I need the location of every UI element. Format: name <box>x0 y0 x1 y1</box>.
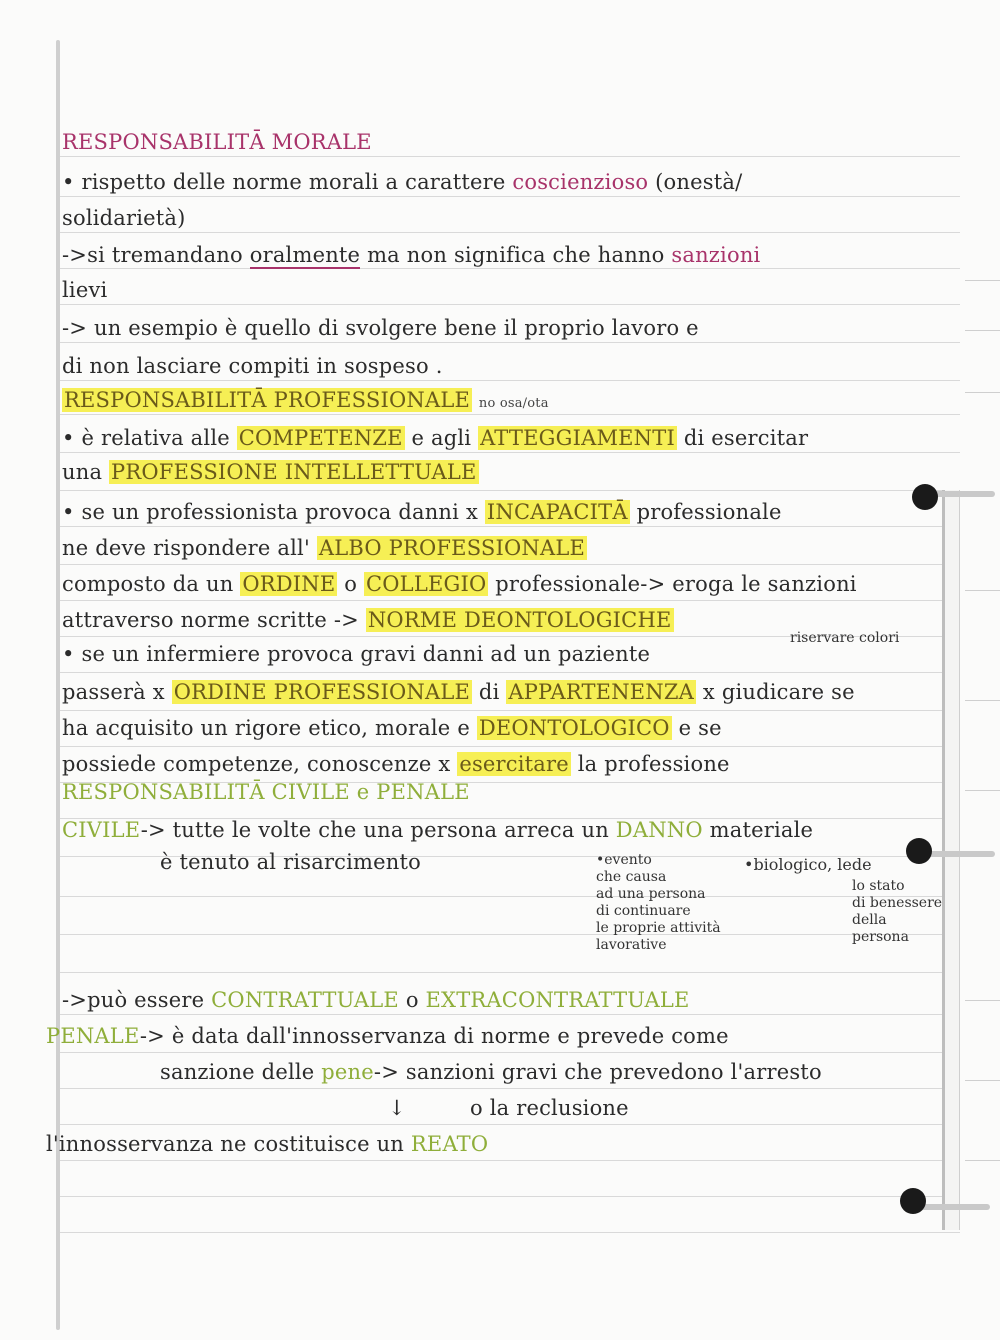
text-span: di esercitar <box>676 426 809 450</box>
highlight: PROFESSIONE INTELLETTUALE <box>111 460 477 484</box>
text-line <box>46 1022 729 1050</box>
section-title-morale: RESPONSABILITĀ MORALE <box>62 130 372 154</box>
text-line: di non lasciare compiti in sospeso . <box>62 354 443 378</box>
text-span: possiede competenze, conoscenze x <box>62 752 458 776</box>
ruled-line <box>60 1160 960 1161</box>
highlight: DEONTOLOGICO <box>478 716 670 740</box>
ruled-line <box>60 342 960 343</box>
page-edge-tick <box>965 700 1000 701</box>
highlight: COLLEGIO <box>365 572 487 596</box>
text-line <box>62 606 674 634</box>
text-span: materiale <box>702 818 814 842</box>
keyword: pene <box>321 1060 374 1084</box>
text-line <box>62 570 857 598</box>
ruled-line <box>60 526 960 527</box>
keyword: REATO <box>410 1132 489 1156</box>
ruled-line <box>60 1196 960 1197</box>
text-span: di <box>472 680 507 704</box>
section-title-professionale: RESPONSABILITĀ PROFESSIONALE <box>64 388 471 412</box>
text-line <box>62 640 650 668</box>
page-edge-tick <box>965 1160 1000 1161</box>
page-edge-tick <box>965 280 1000 281</box>
text-span: professionale <box>629 500 782 524</box>
ruled-line <box>60 564 960 565</box>
text-line <box>62 816 813 844</box>
note-line: di benessere <box>852 895 943 911</box>
text-span: ha acquisito un rigore etico, morale e <box>62 716 477 740</box>
text-line <box>62 241 760 269</box>
text-line <box>62 714 722 742</box>
ruled-line <box>60 1124 960 1125</box>
text-line: -> un esempio è quello di svolgere bene il proprio lavoro e <box>62 316 699 340</box>
text-line <box>62 458 479 486</box>
section-title-line <box>62 386 549 418</box>
text-span: -> è data dall'innosservanza di norme e prevede come <box>139 1024 729 1048</box>
text-span: ma non significa che hanno <box>360 243 672 267</box>
binder-wire <box>925 851 995 857</box>
side-note: no osa/ota <box>478 396 549 411</box>
page-edge-tick <box>965 330 1000 331</box>
page-edge-tick <box>965 790 1000 791</box>
keyword: CONTRATTUALE <box>211 988 399 1012</box>
next-page-edge <box>942 490 960 1230</box>
text-line <box>62 498 782 526</box>
text-span: • se un infermiere provoca gravi danni ad un paziente <box>62 642 651 666</box>
text-line <box>62 168 742 196</box>
text-line <box>62 750 730 778</box>
ruled-line <box>60 380 960 381</box>
text-span: una <box>62 460 110 484</box>
ruled-line <box>60 490 960 491</box>
text-line <box>62 678 855 706</box>
page-edge-tick <box>965 1080 1000 1081</box>
keyword: sanzioni <box>671 243 761 267</box>
highlight: ORDINE <box>242 572 336 596</box>
note-line: della <box>852 912 887 928</box>
ruled-line <box>60 710 960 711</box>
arrow-down: ↓ <box>388 1096 406 1120</box>
binder-ring <box>900 1188 926 1214</box>
text-span: professionale-> eroga le sanzioni <box>488 572 857 596</box>
ruled-line <box>60 672 960 673</box>
binder-wire <box>920 1204 990 1210</box>
ruled-line <box>60 934 960 935</box>
text-line <box>62 424 808 452</box>
ruled-line <box>60 1014 960 1015</box>
text-span: -> tutte le volte che una persona arreca un <box>140 818 616 842</box>
page-edge-tick <box>965 392 1000 393</box>
note-line: lavorative <box>596 937 667 953</box>
highlight: esercitare <box>459 752 569 776</box>
text-line <box>62 534 587 562</box>
note-line: di continuare <box>596 903 691 919</box>
text-span: passerà x <box>62 680 172 704</box>
note-line: che causa <box>596 869 667 885</box>
text-span: x giudicare se <box>696 680 855 704</box>
text-line: o la reclusione <box>470 1096 629 1120</box>
ruled-line <box>60 600 960 601</box>
binder-ring <box>906 838 932 864</box>
binder-ring <box>912 484 938 510</box>
keyword: coscienzioso <box>512 170 649 194</box>
lede-note <box>852 878 942 946</box>
text-span: ->si tremandano <box>62 243 250 267</box>
text-line <box>62 986 690 1014</box>
ruled-line <box>60 1052 960 1053</box>
keyword: PENALE <box>46 1024 140 1048</box>
note-line: lo stato <box>852 878 905 894</box>
underlined-word: oralmente <box>249 243 361 267</box>
note-line: •evento <box>596 852 652 868</box>
ruled-line <box>60 232 960 233</box>
ruled-line <box>60 196 960 197</box>
text-line: è tenuto al risarcimento <box>160 850 422 874</box>
text-span: o <box>398 988 426 1012</box>
keyword: CIVILE <box>62 818 141 842</box>
keyword: DANNO <box>615 818 703 842</box>
highlight: COMPETENZE <box>238 426 403 450</box>
ruled-line <box>60 1088 960 1089</box>
note-line: le proprie attività <box>596 920 721 936</box>
text-span: attraverso norme scritte -> <box>62 608 366 632</box>
text-span: sanzione delle <box>160 1060 322 1084</box>
ruled-line <box>60 452 960 453</box>
highlight: APPARTENENZA <box>508 680 695 704</box>
text-span: ne deve rispondere all' <box>62 536 317 560</box>
text-line: solidarietà) <box>62 206 186 230</box>
ruled-line <box>60 972 960 973</box>
biologico-note: •biologico, lede <box>744 855 872 874</box>
text-span: • rispetto delle norme morali a carattere <box>62 170 513 194</box>
ruled-line <box>60 1232 960 1233</box>
text-span: • se un professionista provoca danni x <box>62 500 485 524</box>
highlight: ORDINE PROFESSIONALE <box>173 680 471 704</box>
page-edge-tick <box>965 1000 1000 1001</box>
side-note: riservare colori <box>790 630 900 646</box>
evento-note <box>596 852 721 954</box>
note-line: ad una persona <box>596 886 706 902</box>
ruled-line <box>60 896 960 897</box>
text-line <box>46 1130 488 1158</box>
text-span: la professione <box>570 752 730 776</box>
keyword: EXTRACONTRATTUALE <box>425 988 690 1012</box>
text-span: e agli <box>404 426 479 450</box>
ruled-line <box>60 304 960 305</box>
text-line: lievi <box>62 278 108 302</box>
text-span: ->può essere <box>62 988 212 1012</box>
note-line: persona <box>852 929 909 945</box>
page-edge-tick <box>965 590 1000 591</box>
highlight: NORME DEONTOLOGICHE <box>367 608 672 632</box>
text-span: composto da un <box>62 572 241 596</box>
text-span: e se <box>671 716 722 740</box>
text-line <box>160 1058 822 1086</box>
section-title-civile-penale: RESPONSABILITĀ CIVILE e PENALE <box>62 780 470 804</box>
highlight: INCAPACITĀ <box>486 500 628 524</box>
text-span: l'innosservanza ne costituisce un <box>46 1132 411 1156</box>
ruled-line <box>60 156 960 157</box>
highlight: ALBO PROFESSIONALE <box>318 536 586 560</box>
ruled-line <box>60 746 960 747</box>
text-span: -> sanzioni gravi che prevedono l'arresto <box>373 1060 822 1084</box>
text-span: • è relativa alle <box>62 426 237 450</box>
highlight: ATTEGGIAMENTI <box>480 426 675 450</box>
text-span: o <box>337 572 364 596</box>
text-span: (onestà/ <box>648 170 743 194</box>
